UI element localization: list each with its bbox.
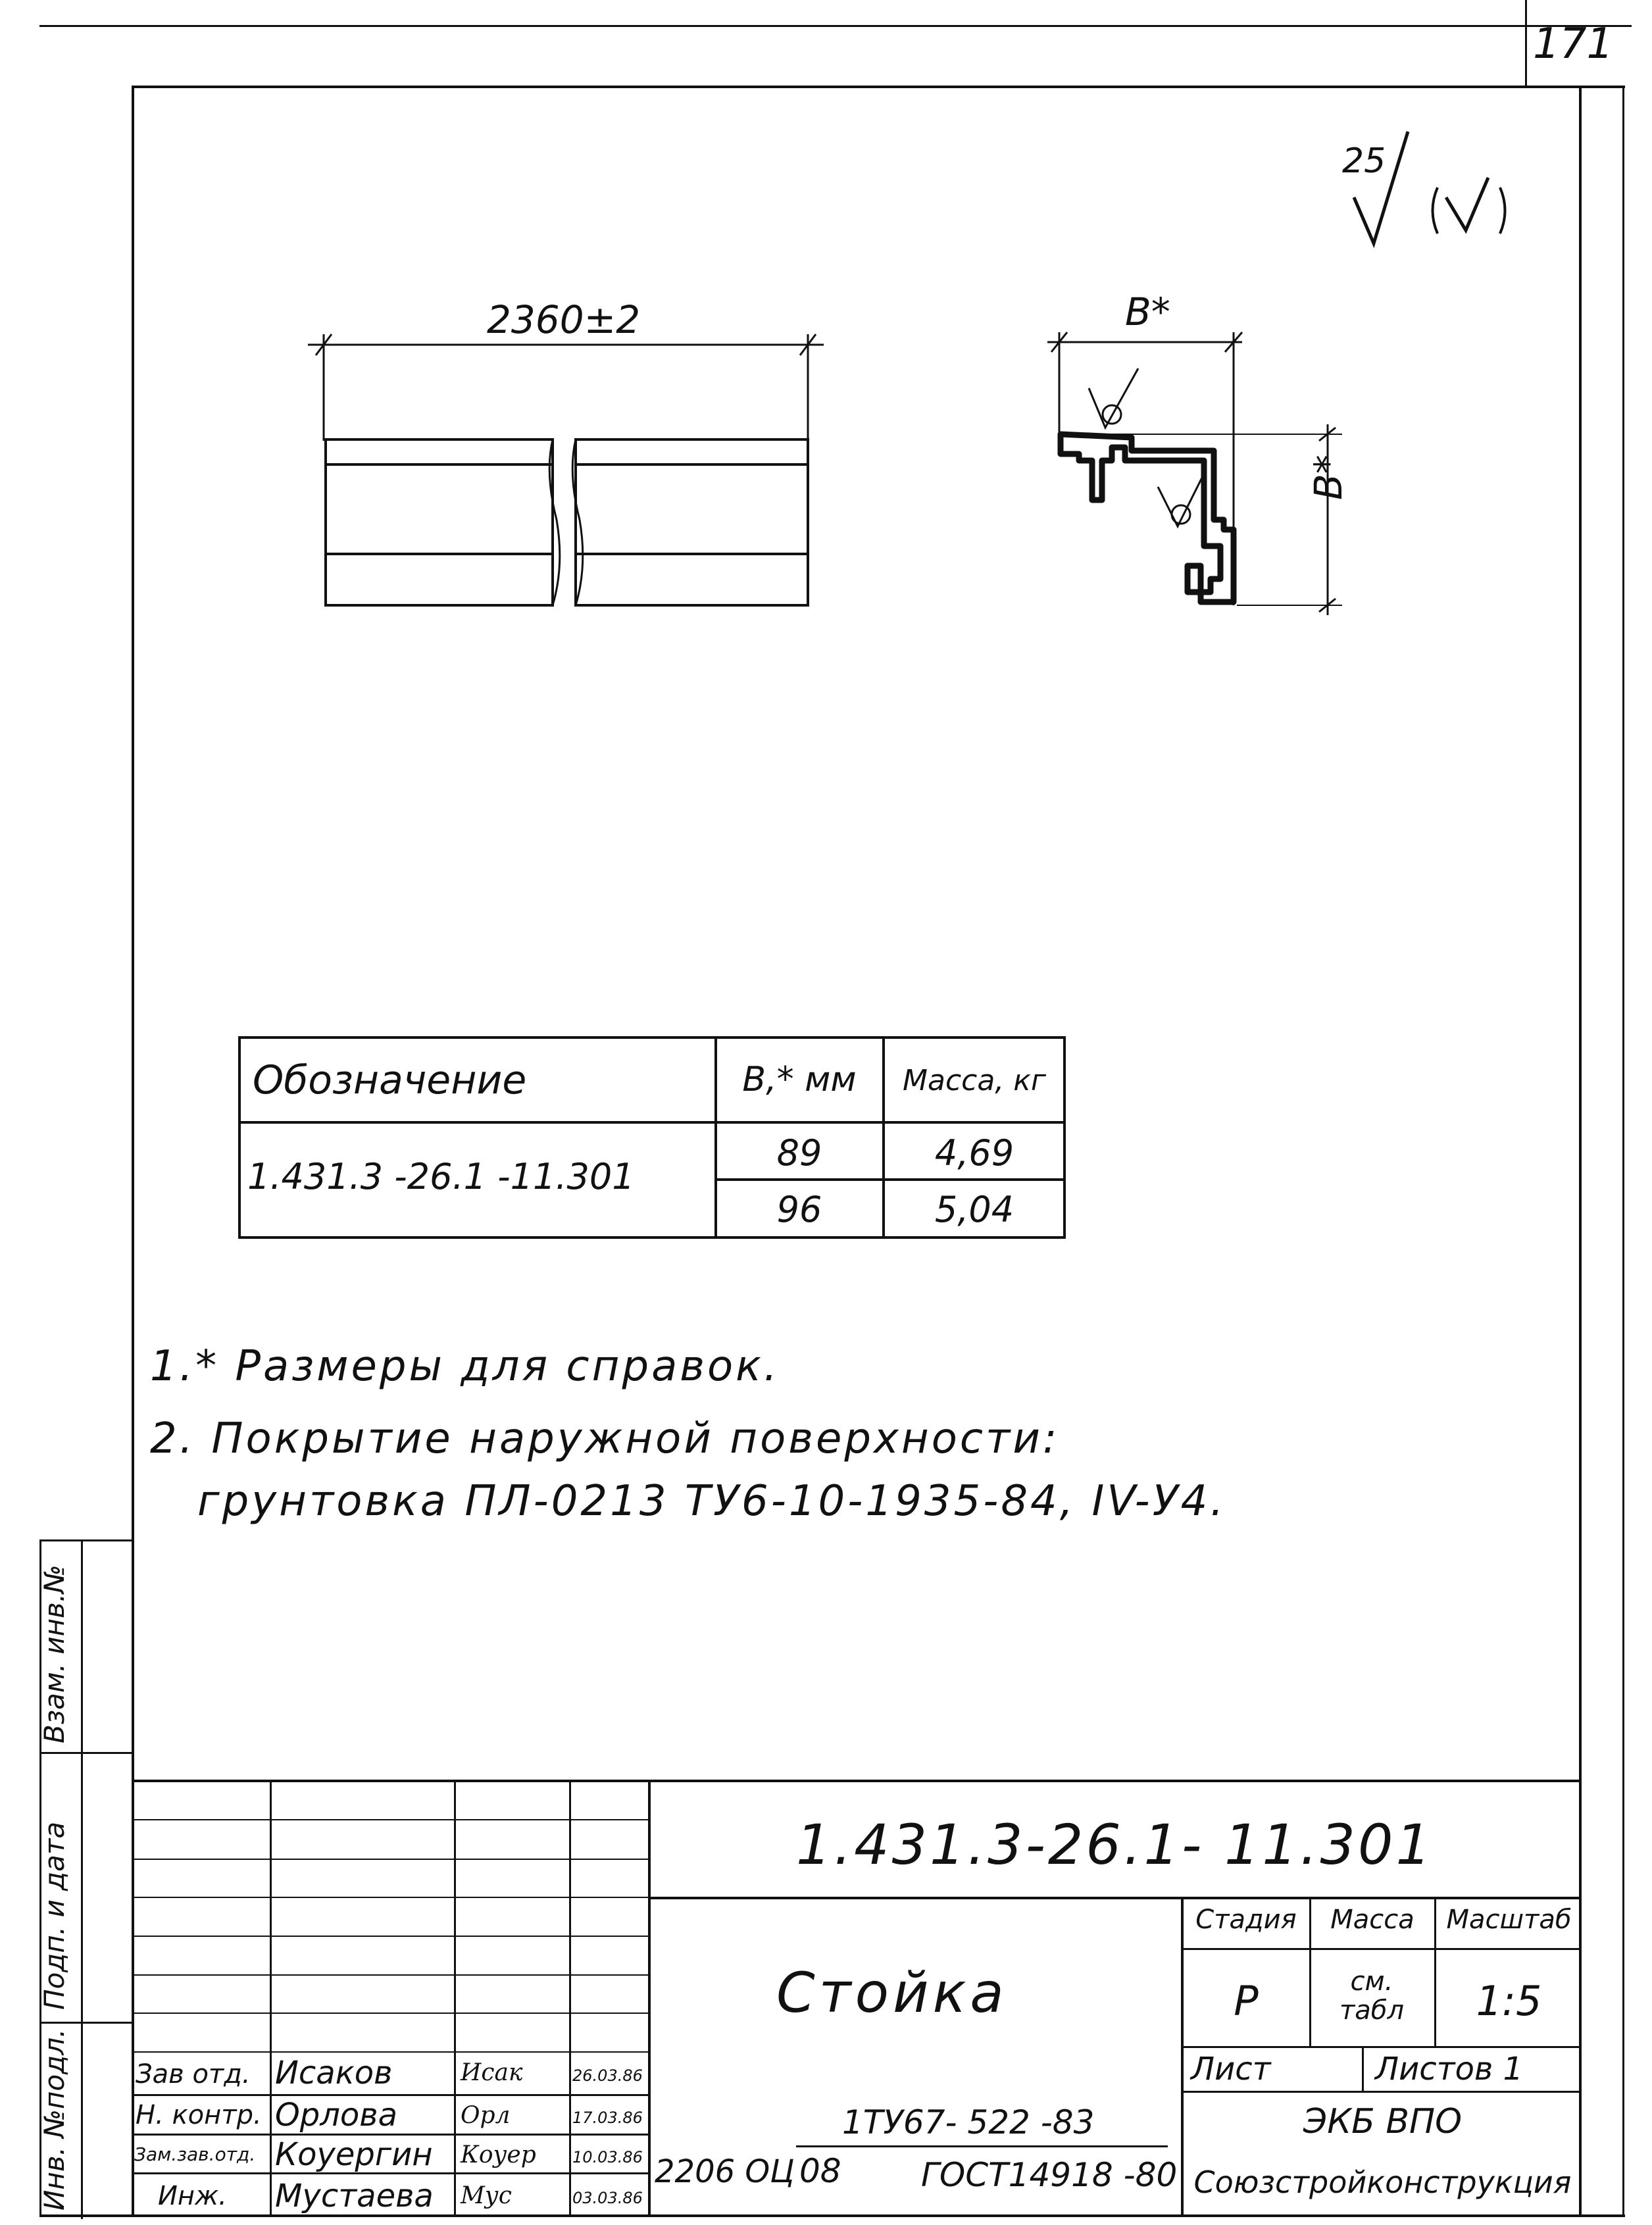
material-bottom-left: 08 [799, 2152, 841, 2190]
org-line-1: ЭКБ ВПО [1303, 2102, 1463, 2141]
table-row-1-mass: 4,69 [934, 1132, 1014, 1174]
side-stamp-inv: Инв. №подл. [38, 2028, 70, 2211]
name-2: Орлова [275, 2097, 397, 2134]
sign-1: Исак [461, 2059, 523, 2086]
date-2: 17.03.86 [572, 2109, 643, 2127]
table-header-mass: Масса, кг [903, 1064, 1046, 1097]
org-line-2: Союзстройконструкция [1193, 2164, 1572, 2200]
sheet-label: Лист [1191, 2051, 1271, 2088]
side-stamp-podp: Подп. и дата [38, 1821, 70, 2010]
note-1: 1.* Размеры для справок. [150, 1342, 780, 1391]
table-designation: 1.431.3 -26.1 -11.301 [247, 1156, 635, 1197]
role-4: Инж. [158, 2181, 227, 2211]
title-block [132, 1780, 1582, 2217]
material-fraction-line [796, 2145, 1168, 2147]
sheets-label: Листов 1 [1375, 2051, 1524, 2088]
name-1: Исаков [275, 2055, 393, 2091]
sign-3: Коуер [461, 2141, 536, 2168]
roughness-value: 25 [1342, 141, 1386, 181]
note-2: 2. Покрытие наружной поверхности: [150, 1414, 1060, 1463]
table-row-2-b: 96 [776, 1189, 822, 1230]
scale-label: Масштаб [1446, 1905, 1572, 1935]
table-header-b: B,* мм [742, 1060, 857, 1099]
side-stamp-vzam: Взам. инв.№ [38, 1564, 70, 1743]
table-row-2-mass: 5,04 [934, 1189, 1014, 1230]
height-dimension: B* [1306, 455, 1351, 500]
frame-top [132, 86, 1625, 88]
material-prefix: 2206 ОЦ [655, 2153, 795, 2190]
spec-table [238, 1036, 1066, 1239]
date-1: 26.03.86 [572, 2066, 643, 2085]
frame-right-outer [1622, 86, 1624, 2217]
stage-value: Р [1234, 1977, 1259, 2025]
date-4: 03.03.86 [572, 2189, 643, 2207]
role-1: Зав отд. [136, 2059, 251, 2089]
name-3: Коуергин [275, 2136, 433, 2173]
mass-value: см. табл [1339, 1966, 1405, 2026]
role-2: Н. контр. [136, 2100, 262, 2130]
name-4: Мустаева [275, 2178, 434, 2214]
date-3: 10.03.86 [572, 2148, 643, 2166]
material-top: 1ТУ67- 522 -83 [842, 2103, 1095, 2141]
note-2-continued: грунтовка ПЛ-0213 ТУ6-10-1935-84, IV-У4. [197, 1477, 1226, 1526]
page-number: 171 [1533, 20, 1614, 68]
sign-2: Орл [461, 2102, 511, 2129]
role-3: Зам.зав.отд. [134, 2143, 256, 2165]
scale-value: 1:5 [1476, 1977, 1542, 2025]
mass-label: Масса [1330, 1905, 1414, 1935]
table-row-1-b: 89 [776, 1132, 822, 1174]
part-name: Стойка [776, 1961, 1008, 2025]
sign-4: Мус [461, 2182, 512, 2209]
length-dimension: 2360±2 [487, 297, 641, 342]
table-header-designation: Обозначение [253, 1057, 527, 1103]
top-border [39, 25, 1632, 27]
width-dimension: B* [1125, 289, 1170, 334]
stage-label: Стадия [1195, 1905, 1297, 1935]
doc-code: 1.431.3-26.1- 11.301 [796, 1813, 1434, 1877]
material-bottom-right: ГОСТ14918 -80 [921, 2156, 1178, 2194]
